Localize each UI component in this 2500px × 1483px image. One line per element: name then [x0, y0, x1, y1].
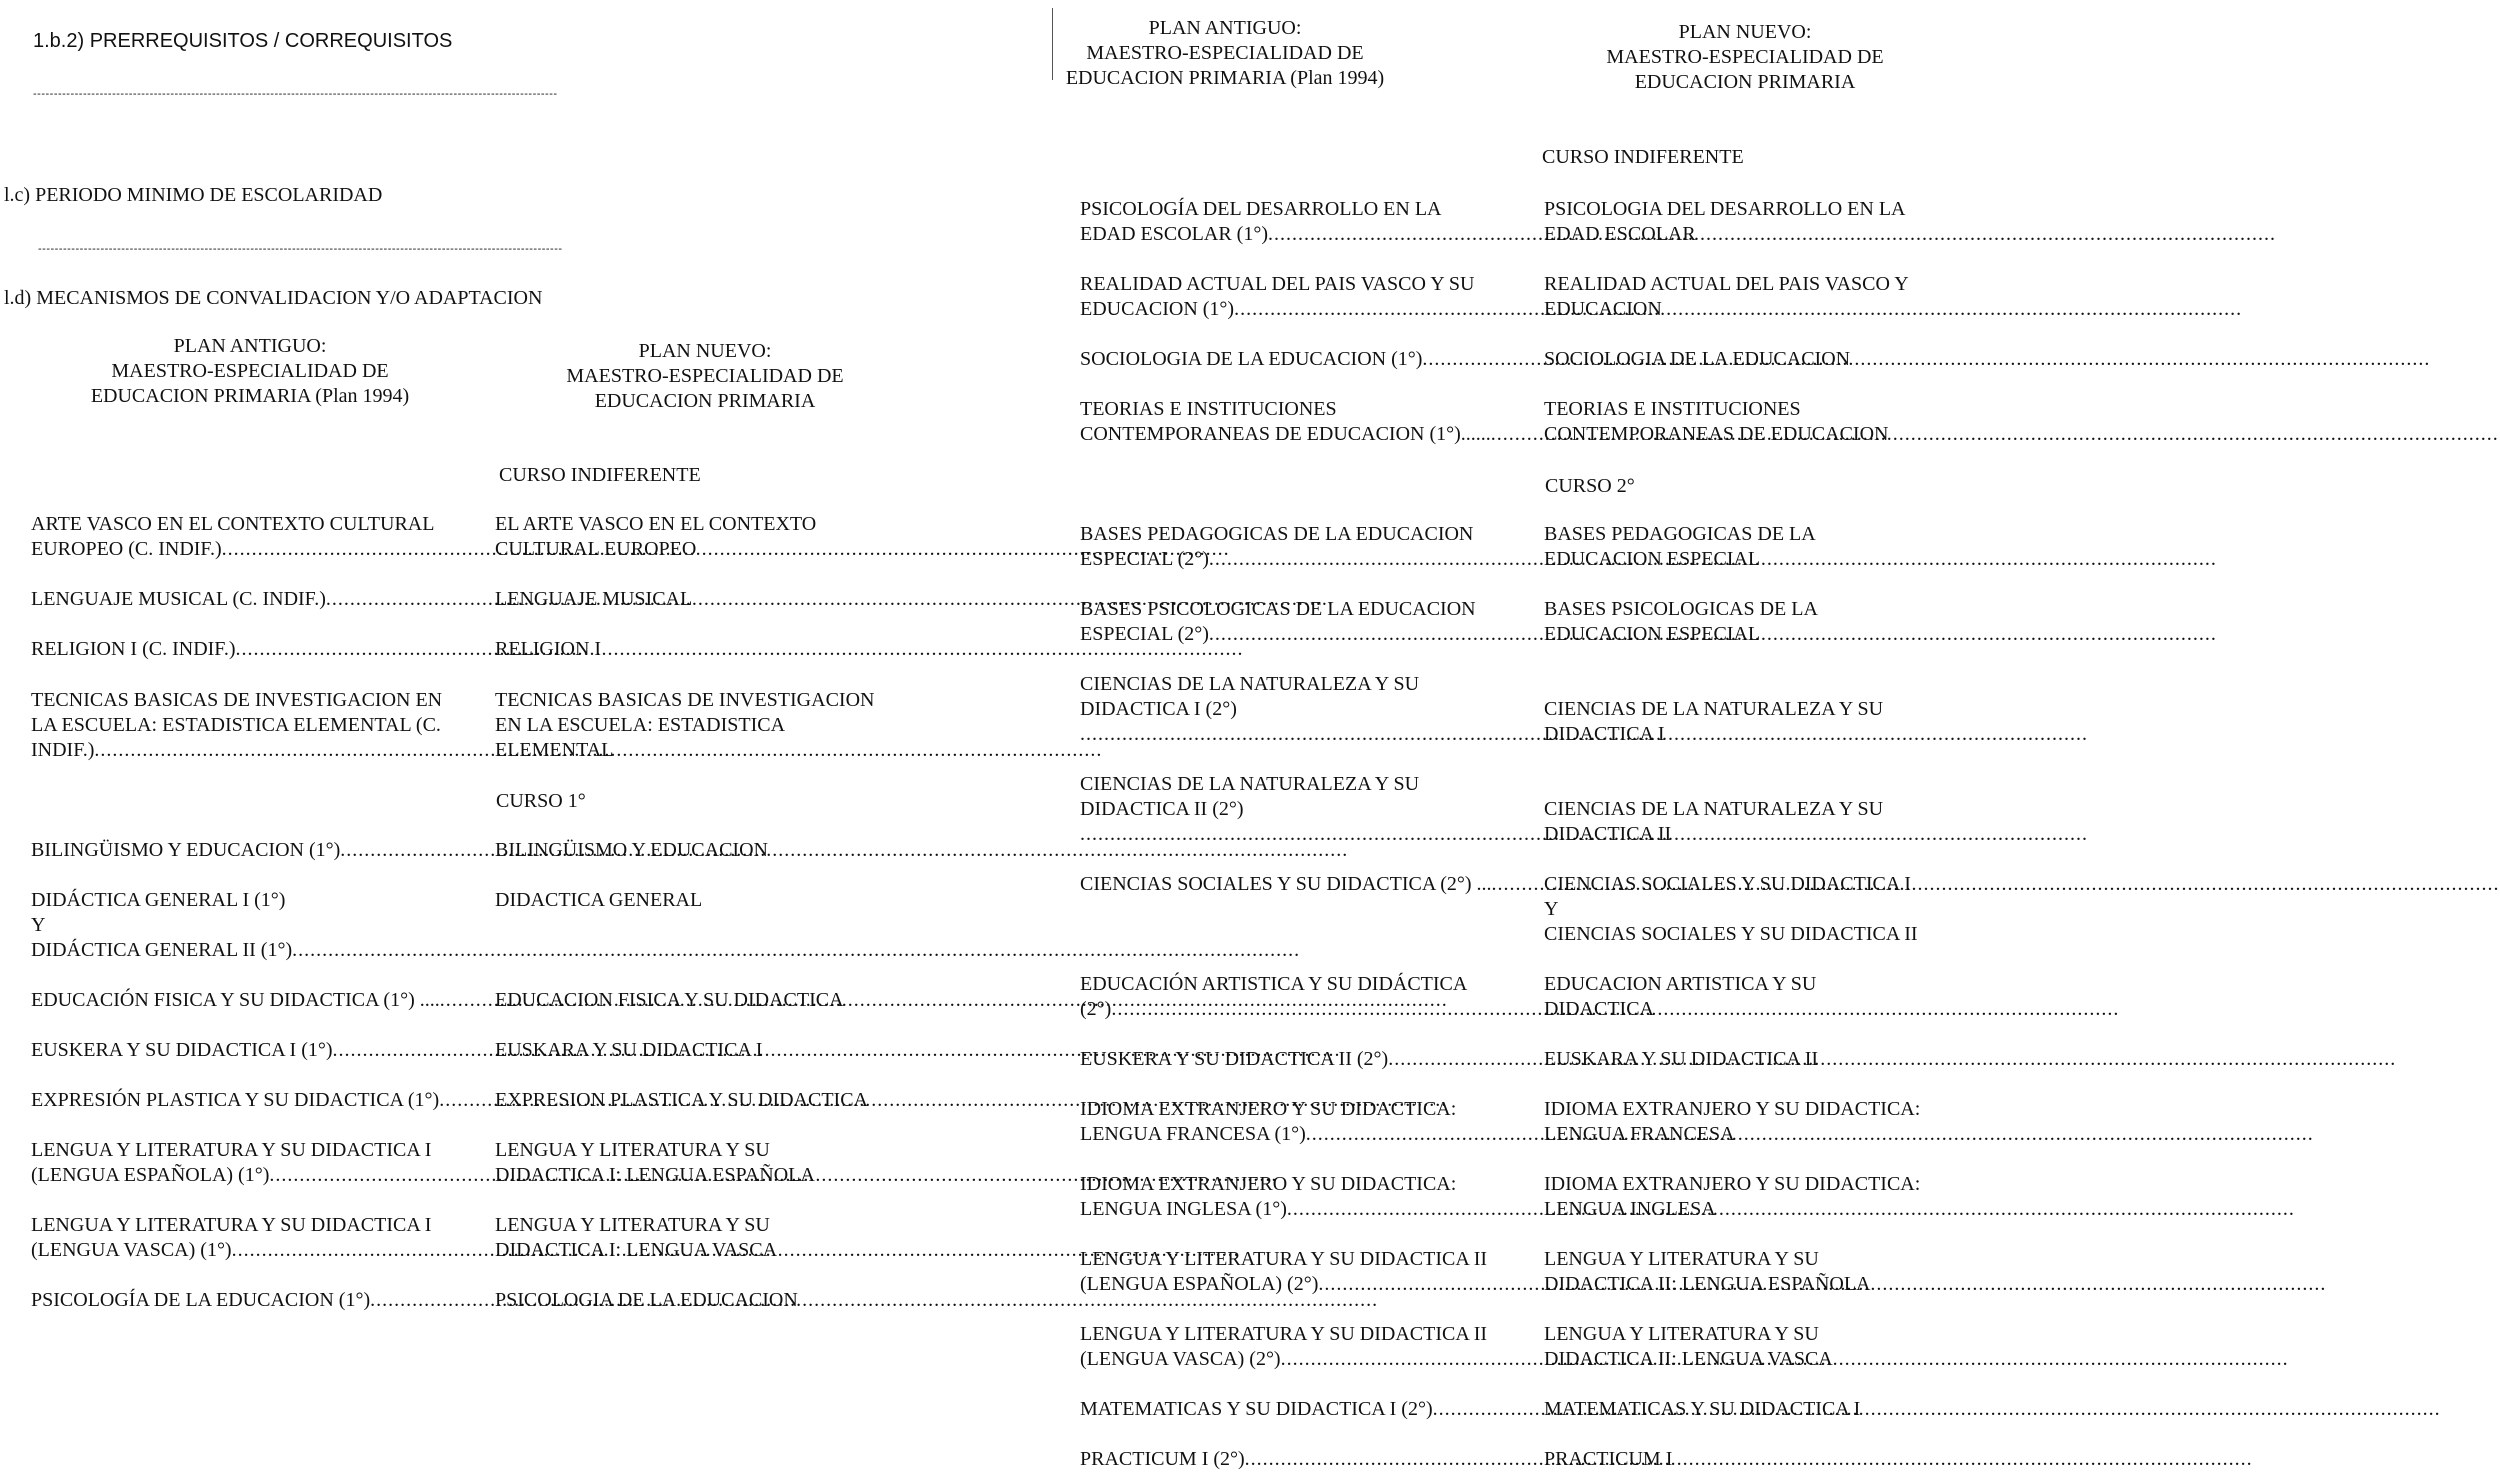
old-subject-line: PSICOLOGÍA DEL DESARROLLO EN LA	[1080, 198, 1442, 220]
section-heading-periodo: l.c) PERIODO MINIMO DE ESCOLARIDAD	[4, 184, 383, 206]
old-subject-line: CIENCIAS DE LA NATURALEZA Y SU	[1080, 673, 1420, 695]
old-subject-line	[1080, 222, 1522, 247]
right-page	[1040, 0, 1943, 1483]
equivalence-row	[1080, 1447, 1939, 1472]
old-subject-line	[31, 1163, 473, 1188]
equivalence-row	[1080, 597, 1939, 647]
old-subject-line: TECNICAS BASICAS DE INVESTIGACION EN	[31, 689, 443, 711]
new-subject-line: LENGUA Y LITERATURA Y SU	[495, 1139, 770, 1161]
old-subject-text: (LENGUA VASCA) (1°)	[31, 1239, 232, 1261]
equivalence-row	[31, 637, 925, 662]
new-subject-line: LENGUA Y LITERATURA Y SU	[495, 1214, 770, 1236]
new-subject-line: EDUCACION ESPECIAL	[1544, 623, 1761, 645]
old-subject-line	[1080, 1272, 1522, 1297]
equivalence-row	[31, 988, 925, 1013]
old-plan-subject	[31, 1288, 473, 1313]
new-plan-subject	[1544, 972, 1939, 1022]
header-line: EDUCACION PRIMARIA	[594, 390, 816, 412]
new-plan-subject	[495, 988, 925, 1013]
new-subject-line: LENGUA INGLESA	[1544, 1198, 1716, 1220]
new-subject-line: EDUCACION ARTISTICA Y SU	[1544, 973, 1817, 995]
old-subject-line	[31, 988, 473, 1013]
old-subject-line: LENGUA Y LITERATURA Y SU DIDACTICA I	[31, 1214, 432, 1236]
new-plan-subject	[495, 1088, 925, 1113]
new-subject-line: DIDACTICA II: LENGUA ESPAÑOLA	[1544, 1273, 1871, 1295]
old-subject-line: LENGUA Y LITERATURA Y SU DIDACTICA I	[31, 1139, 432, 1161]
equivalence-row	[1080, 272, 1939, 322]
old-plan-subject	[31, 1088, 473, 1113]
old-subject-text: EDUCACION (1°)	[1080, 298, 1235, 320]
new-plan-subject	[1544, 1047, 1939, 1072]
old-subject-line: DIDACTICA I (2°)	[1080, 698, 1237, 720]
old-subject-text: EUROPEO (C. INDIF.)	[31, 538, 222, 560]
old-plan-subject	[1080, 772, 1522, 847]
equivalence-row	[1080, 1247, 1939, 1297]
old-subject-text: BILINGÜISMO Y EDUCACION (1°)	[31, 839, 341, 861]
new-subject-line: DIDACTICA II	[1544, 823, 1672, 845]
new-subject-line: EDUCACION	[1544, 298, 1662, 320]
new-plan-subject	[1544, 772, 1939, 847]
old-subject-line	[1080, 547, 1522, 572]
new-subject-line: DIDACTICA I	[1544, 723, 1665, 745]
old-subject-line: DIDACTICA II (2°)	[1080, 798, 1244, 820]
old-subject-text: PSICOLOGÍA DE LA EDUCACION (1°)	[31, 1289, 371, 1311]
old-plan-subject	[1080, 672, 1522, 747]
old-subject-line	[31, 738, 473, 763]
new-plan-subject	[495, 512, 925, 562]
old-subject-line	[31, 1238, 473, 1263]
new-subject-line: BASES PEDAGOGICAS DE LA	[1544, 523, 1816, 545]
equivalence-row	[31, 838, 925, 863]
equivalence-row	[31, 1213, 925, 1263]
section-heading-mecanismos: l.d) MECANISMOS DE CONVALIDACION Y/O ADAPTACION	[4, 287, 543, 309]
equivalence-row	[31, 688, 925, 763]
new-plan-subject	[1544, 522, 1939, 572]
new-plan-subject	[1544, 1097, 1939, 1147]
new-subject-line: IDIOMA EXTRANJERO Y SU DIDACTICA:	[1544, 1173, 1921, 1195]
new-subject-line: LENGUA Y LITERATURA Y SU	[1544, 1248, 1819, 1270]
header-line: PLAN ANTIGUO:	[1148, 17, 1302, 39]
old-plan-subject	[31, 838, 473, 863]
equivalence-row	[1080, 872, 1939, 947]
new-subject-line: LENGUA FRANCESA	[1544, 1123, 1735, 1145]
old-plan-subject	[31, 1038, 473, 1063]
old-subject-line	[1080, 1122, 1522, 1147]
old-subject-text: CIENCIAS SOCIALES Y SU DIDACTICA (2°) ...	[1080, 873, 1492, 895]
old-subject-text: (LENGUA ESPAÑOLA) (1°)	[31, 1164, 270, 1186]
old-plan-subject	[31, 1138, 473, 1188]
new-plan-subject	[1544, 597, 1939, 647]
header-line: EDUCACION PRIMARIA (Plan 1994)	[1065, 67, 1385, 89]
header-line: PLAN NUEVO:	[1678, 21, 1812, 43]
old-subject-text: SOCIOLOGIA DE LA EDUCACION (1°)	[1080, 348, 1423, 370]
old-subject-text: (LENGUA ESPAÑOLA) (2°)	[1080, 1273, 1319, 1295]
old-subject-line: ARTE VASCO EN EL CONTEXTO CULTURAL	[31, 513, 435, 535]
old-subject-text: LENGUA INGLESA (1°)	[1080, 1198, 1287, 1220]
new-subject-line: BASES PSICOLOGICAS DE LA	[1544, 598, 1818, 620]
header-plan-nuevo	[1555, 20, 1935, 95]
new-plan-subject	[495, 587, 925, 612]
new-subject-line: EDUCACION FISICA Y SU DIDACTICA	[495, 989, 844, 1011]
old-plan-subject	[31, 1213, 473, 1263]
new-subject-line: LENGUAJE MUSICAL	[495, 588, 693, 610]
old-subject-line	[31, 637, 473, 662]
old-subject-line: IDIOMA EXTRANJERO Y SU DIDACTICA:	[1080, 1173, 1457, 1195]
new-subject-line: CONTEMPORANEAS DE EDUCACION	[1544, 423, 1889, 445]
new-subject-line: PSICOLOGIA DE LA EDUCACION	[495, 1289, 798, 1311]
equivalence-row	[1080, 1047, 1939, 1072]
header-line: MAESTRO-ESPECIALIDAD DE	[566, 365, 844, 387]
new-plan-subject	[495, 1038, 925, 1063]
old-subject-line: BASES PSICOLOGICAS DE LA EDUCACION	[1080, 598, 1476, 620]
new-subject-line: EDUCACION ESPECIAL	[1544, 548, 1761, 570]
new-subject-line: IDIOMA EXTRANJERO Y SU DIDACTICA:	[1544, 1098, 1921, 1120]
new-plan-subject	[1544, 1397, 1939, 1422]
equivalence-row	[1080, 1397, 1939, 1422]
header-line: EDUCACION PRIMARIA	[1634, 71, 1856, 93]
new-subject-line: CIENCIAS DE LA NATURALEZA Y SU	[1544, 698, 1884, 720]
header-plan-antiguo	[1040, 16, 1410, 91]
equivalence-row	[1080, 672, 1939, 747]
old-plan-subject	[1080, 1172, 1522, 1222]
old-subject-text: (2°)	[1080, 998, 1112, 1020]
old-subject-text: MATEMATICAS Y SU DIDACTICA I (2°)	[1080, 1398, 1433, 1420]
old-subject-text: CONTEMPORANEAS DE EDUCACION (1°)......	[1080, 423, 1491, 445]
old-subject-line	[1080, 997, 1522, 1022]
old-subject-line	[31, 1088, 473, 1113]
equivalence-row	[1080, 197, 1939, 247]
old-plan-subject	[31, 637, 473, 662]
new-plan-subject	[495, 637, 925, 662]
new-subject-line: TEORIAS E INSTITUCIONES	[1544, 398, 1801, 420]
equivalence-row	[1080, 347, 1939, 372]
equivalence-row	[1080, 972, 1939, 1022]
old-subject-text: EDUCACIÓN FISICA Y SU DIDACTICA (1°) ....	[31, 989, 440, 1011]
old-subject-text: EDAD ESCOLAR (1°)	[1080, 223, 1268, 245]
old-plan-subject	[1080, 1447, 1522, 1472]
new-subject-line: CIENCIAS SOCIALES Y SU DIDACTICA I	[1544, 873, 1911, 895]
section-heading-prerequisitos: 1.b.2) PRERREQUISITOS / CORREQUISITOS	[33, 30, 453, 52]
equivalence-row	[31, 1088, 925, 1113]
new-subject-line: BILINGÜISMO Y EDUCACION	[495, 839, 768, 861]
new-plan-subject	[1544, 1322, 1939, 1372]
old-subject-line	[31, 838, 473, 863]
new-subject-line: MATEMATICAS Y SU DIDACTICA I	[1544, 1398, 1861, 1420]
old-plan-subject	[31, 587, 473, 612]
equivalence-row	[31, 1138, 925, 1188]
header-line: EDUCACION PRIMARIA (Plan 1994)	[90, 385, 410, 407]
new-subject-line	[1544, 672, 1939, 697]
old-subject-line: CIENCIAS DE LA NATURALEZA Y SU	[1080, 773, 1420, 795]
new-subject-line: DIDACTICA I: LENGUA VASCA	[495, 1239, 778, 1261]
new-plan-subject	[1544, 1447, 1939, 1472]
equivalence-row	[1080, 522, 1939, 572]
old-plan-subject	[31, 988, 473, 1013]
equivalence-row	[31, 888, 925, 963]
new-plan-subject	[495, 1288, 925, 1313]
old-subject-line	[1080, 347, 1522, 372]
curso-2-label: CURSO 2°	[1545, 475, 1635, 497]
equivalence-row	[1080, 1322, 1939, 1372]
new-subject-line: EXPRESION PLASTICA Y SU DIDACTICA	[495, 1089, 868, 1111]
new-plan-subject	[1544, 397, 1939, 447]
curso-indiferente-label: CURSO INDIFERENTE	[499, 464, 701, 486]
header-line: PLAN ANTIGUO:	[173, 335, 327, 357]
new-plan-subject	[1544, 1172, 1939, 1222]
old-subject-text: INDIF.)	[31, 739, 95, 761]
new-plan-subject	[1544, 1247, 1939, 1297]
old-subject-text: RELIGION I (C. INDIF.)	[31, 638, 236, 660]
old-plan-subject	[1080, 872, 1522, 947]
new-subject-line: REALIDAD ACTUAL DEL PAIS VASCO Y	[1544, 273, 1909, 295]
old-plan-subject	[1080, 1047, 1522, 1072]
old-subject-line	[1080, 1347, 1522, 1372]
dashed-separator: ------------------------------------------------------------------------------------------------------------------------------	[38, 243, 563, 255]
new-plan-subject	[495, 688, 925, 763]
old-subject-line	[1080, 872, 1522, 897]
old-subject-line: DIDÁCTICA GENERAL I (1°)	[31, 889, 286, 911]
equivalence-row	[1080, 772, 1939, 847]
old-plan-subject	[1080, 272, 1522, 322]
equivalence-row	[1080, 397, 1939, 447]
old-plan-subject	[1080, 1397, 1522, 1422]
old-subject-text: EXPRESIÓN PLASTICA Y SU DIDACTICA (1°)	[31, 1089, 440, 1111]
old-subject-line	[1080, 1397, 1522, 1422]
new-plan-subject	[495, 1213, 925, 1263]
new-subject-line: RELIGION I	[495, 638, 602, 660]
old-subject-line	[1080, 1197, 1522, 1222]
old-plan-subject	[31, 512, 473, 562]
new-subject-line: CIENCIAS DE LA NATURALEZA Y SU	[1544, 798, 1884, 820]
new-subject-line: EUSKARA Y SU DIDACTICA I	[495, 1039, 763, 1061]
new-subject-line: TECNICAS BASICAS DE INVESTIGACION	[495, 689, 875, 711]
old-subject-line: TEORIAS E INSTITUCIONES	[1080, 398, 1337, 420]
old-subject-line	[31, 1288, 473, 1313]
old-subject-line	[1080, 1447, 1522, 1472]
old-subject-line	[1080, 297, 1522, 322]
old-subject-text: EUSKERA Y SU DIDACTICA II (2°)	[1080, 1048, 1389, 1070]
new-subject-line: ELEMENTAL	[495, 739, 614, 761]
new-subject-line: CULTURAL EUROPEO	[495, 538, 697, 560]
new-subject-line: DIDACTICA	[1544, 998, 1654, 1020]
old-plan-subject	[1080, 1097, 1522, 1147]
old-subject-line	[1080, 622, 1522, 647]
old-subject-text: EUSKERA Y SU DIDACTICA I (1°)	[31, 1039, 333, 1061]
old-subject-line: BASES PEDAGOGICAS DE LA EDUCACION	[1080, 523, 1474, 545]
new-plan-subject	[495, 838, 925, 863]
old-plan-subject	[1080, 1247, 1522, 1297]
old-subject-line	[31, 1038, 473, 1063]
old-plan-subject	[1080, 197, 1522, 247]
new-subject-line: PSICOLOGIA DEL DESARROLLO EN LA	[1544, 198, 1906, 220]
old-subject-line: Y	[31, 914, 46, 936]
new-plan-subject	[1544, 672, 1939, 747]
old-subject-line	[1080, 722, 1522, 747]
new-subject-line: EN LA ESCUELA: ESTADISTICA	[495, 714, 786, 736]
new-subject-line: DIDACTICA II: LENGUA VASCA	[1544, 1348, 1833, 1370]
equivalence-row	[1080, 1097, 1939, 1147]
new-subject-line: SOCIOLOGIA DE LA EDUCACION	[1544, 348, 1851, 370]
new-plan-subject	[1544, 197, 1939, 247]
old-plan-subject	[31, 688, 473, 763]
curso-1-label: CURSO 1°	[496, 790, 586, 812]
old-subject-line	[31, 537, 473, 562]
old-subject-line	[1080, 422, 1522, 447]
new-subject-line: EUSKARA Y SU DIDACTICA II	[1544, 1048, 1819, 1070]
old-subject-text: LENGUAJE MUSICAL (C. INDIF.)	[31, 588, 326, 610]
new-subject-line	[1544, 772, 1939, 797]
old-subject-text: DIDÁCTICA GENERAL II (1°)	[31, 939, 293, 961]
equivalence-row	[31, 587, 925, 612]
old-subject-line	[1080, 822, 1522, 847]
old-subject-line: LENGUA Y LITERATURA Y SU DIDACTICA II	[1080, 1248, 1488, 1270]
equivalence-row	[31, 1288, 925, 1313]
curso-indiferente-label: CURSO INDIFERENTE	[1542, 146, 1744, 168]
old-plan-subject	[1080, 1322, 1522, 1372]
old-subject-line: IDIOMA EXTRANJERO Y SU DIDACTICA:	[1080, 1098, 1457, 1120]
header-line: MAESTRO-ESPECIALIDAD DE	[1606, 46, 1884, 68]
new-subject-line: PRACTICUM I	[1544, 1448, 1673, 1470]
old-plan-subject	[1080, 597, 1522, 647]
new-plan-subject	[1544, 872, 1939, 947]
new-plan-subject	[1544, 347, 1939, 372]
header-line: PLAN NUEVO:	[638, 340, 772, 362]
old-plan-subject	[1080, 522, 1522, 572]
left-page	[0, 0, 1040, 1483]
old-plan-subject	[1080, 347, 1522, 372]
header-plan-antiguo	[55, 334, 445, 409]
old-subject-line	[31, 938, 473, 963]
old-subject-text: PRACTICUM I (2°)	[1080, 1448, 1245, 1470]
old-plan-subject	[1080, 397, 1522, 447]
equivalence-row	[31, 1038, 925, 1063]
old-plan-subject	[31, 888, 473, 963]
old-subject-line: LA ESCUELA: ESTADISTICA ELEMENTAL (C.	[31, 714, 441, 736]
dashed-separator: ------------------------------------------------------------------------------------------------------------------------------	[33, 88, 558, 100]
header-line: MAESTRO-ESPECIALIDAD DE	[1086, 42, 1364, 64]
old-subject-text: (LENGUA VASCA) (2°)	[1080, 1348, 1281, 1370]
old-subject-text: ESPECIAL (2°)	[1080, 623, 1209, 645]
new-subject-line: EDAD ESCOLAR	[1544, 223, 1696, 245]
old-subject-line: REALIDAD ACTUAL DEL PAIS VASCO Y SU	[1080, 273, 1475, 295]
new-plan-subject	[495, 1138, 925, 1188]
old-subject-line	[31, 587, 473, 612]
old-plan-subject	[1080, 972, 1522, 1022]
old-subject-text: LENGUA FRANCESA (1°)	[1080, 1123, 1306, 1145]
old-subject-line: EDUCACIÓN ARTISTICA Y SU DIDÁCTICA	[1080, 973, 1468, 995]
new-subject-line: DIDACTICA I: LENGUA ESPAÑOLA	[495, 1164, 815, 1186]
new-plan-subject	[1544, 272, 1939, 322]
new-subject-line: EL ARTE VASCO EN EL CONTEXTO	[495, 513, 817, 535]
new-plan-subject	[495, 888, 925, 963]
new-subject-line: LENGUA Y LITERATURA Y SU	[1544, 1323, 1819, 1345]
old-subject-text: ESPECIAL (2°)	[1080, 548, 1209, 570]
new-subject-line: CIENCIAS SOCIALES Y SU DIDACTICA II	[1544, 923, 1918, 945]
new-subject-line: DIDACTICA GENERAL	[495, 889, 703, 911]
header-line: MAESTRO-ESPECIALIDAD DE	[111, 360, 389, 382]
old-subject-line	[1080, 1047, 1522, 1072]
equivalence-row	[31, 512, 925, 562]
header-plan-nuevo	[520, 339, 890, 414]
new-subject-line: Y	[1544, 898, 1559, 920]
old-subject-line: LENGUA Y LITERATURA Y SU DIDACTICA II	[1080, 1323, 1488, 1345]
equivalence-row	[1080, 1172, 1939, 1222]
